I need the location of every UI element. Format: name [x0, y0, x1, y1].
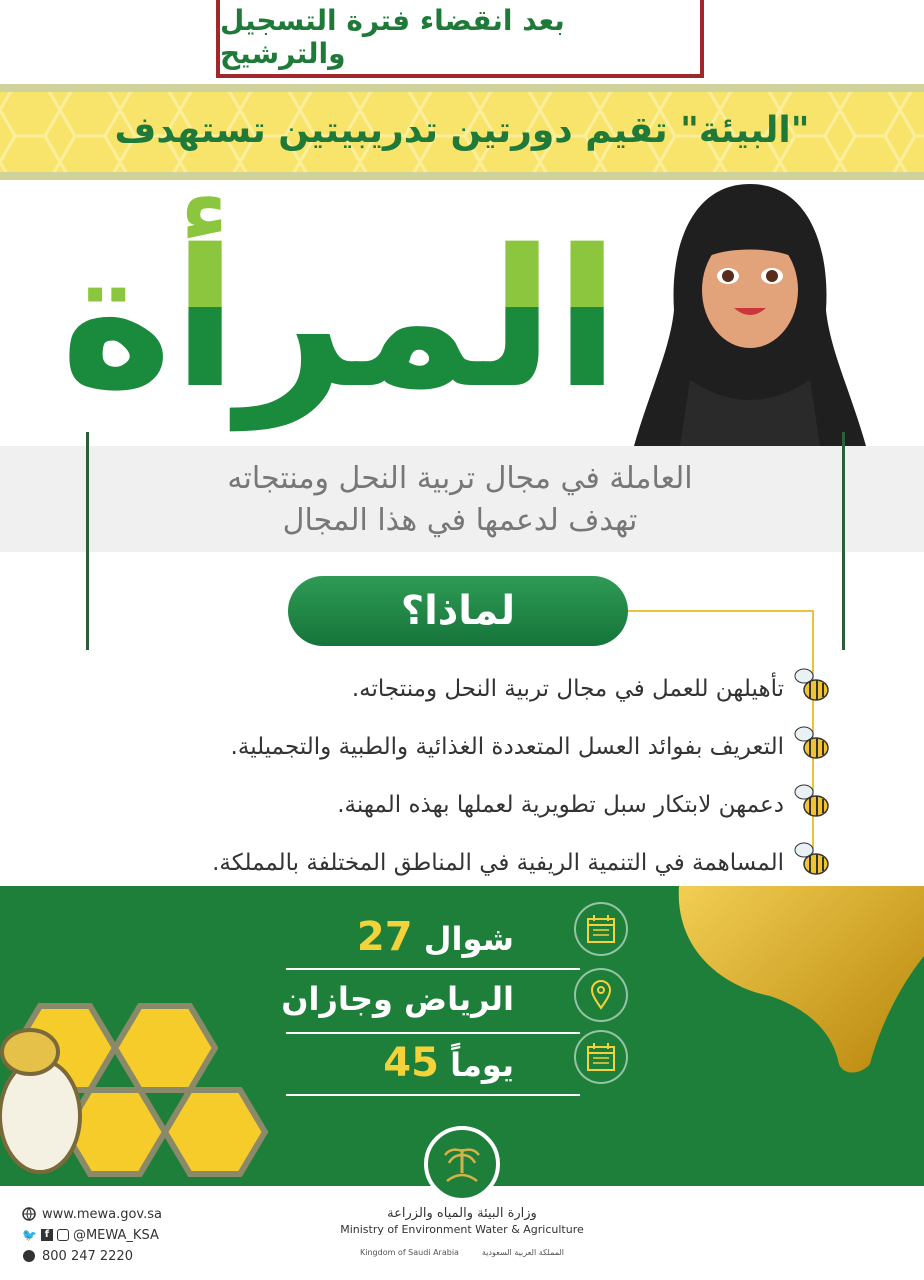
whatsapp-icon — [22, 1249, 36, 1263]
reason-item-1: تأهيلهن للعمل في مجال تربية النحل ومنتجاته. — [351, 676, 784, 702]
reason-item-3: دعمهن لابتكار سبل تطويرية لعملها بهذه المهنة. — [337, 792, 784, 818]
contact-info — [22, 1204, 202, 1266]
right-rule — [842, 432, 845, 650]
duration-number: 45 — [383, 1040, 439, 1086]
duration-word: يوماً — [450, 1046, 514, 1084]
registration-notice — [216, 0, 704, 78]
palm-swords-emblem — [424, 1126, 500, 1202]
ministry-name-en: Ministry of Environment Water & Agriculture — [340, 1223, 584, 1236]
phone-row — [22, 1246, 202, 1266]
reason-item-4: المساهمة في التنمية الريفية في المناطق المختلفة بالمملكة. — [212, 850, 784, 876]
bee-icon — [792, 782, 834, 822]
bee-icon — [792, 840, 834, 880]
subtitle — [120, 458, 800, 542]
location-pin-icon — [574, 968, 628, 1022]
subtitle-line-1: العاملة في مجال تربية النحل ومنتجاته — [227, 461, 693, 496]
calendar-icon — [574, 902, 628, 956]
big-title: المرأة — [60, 190, 620, 450]
banner-text: "البيئة" تقيم دورتين تدريبيتين تستهدف — [114, 110, 810, 151]
honey-drip-illustration — [660, 886, 924, 1076]
phone-number[interactable]: 800 247 2220 — [42, 1248, 133, 1264]
date-underline — [286, 968, 580, 970]
honeycomb-illustration — [0, 976, 280, 1186]
ministry-name — [330, 1206, 594, 1257]
kingdom-line — [330, 1248, 594, 1257]
left-rule — [86, 432, 89, 650]
why-heading: لماذا؟ — [288, 576, 628, 646]
calendar-icon — [574, 1030, 628, 1084]
notice-text: بعد انقضاء فترة التسجيل والترشيح — [220, 4, 565, 70]
website-link[interactable]: www.mewa.gov.sa — [42, 1206, 162, 1222]
facebook-icon[interactable]: f — [41, 1229, 53, 1241]
reason-item-2: التعريف بفوائد العسل المتعددة الغذائية والطبية والتجميلية. — [230, 734, 784, 760]
connector-line — [628, 610, 814, 612]
kingdom-ar: المملكة العربية السعودية — [481, 1248, 564, 1257]
duration-info — [383, 1040, 514, 1086]
subtitle-line-2: تهدف لدعمها في هذا المجال — [282, 503, 638, 538]
instagram-icon[interactable] — [57, 1229, 69, 1241]
social-handle[interactable]: @MEWA_KSA — [72, 1227, 159, 1243]
location-underline — [286, 1032, 580, 1034]
twitter-icon[interactable]: 🐦 — [22, 1228, 37, 1242]
ministry-name-ar: وزارة البيئة والمياه والزراعة — [387, 1206, 537, 1221]
date-number: 27 — [356, 914, 413, 960]
website-row — [22, 1204, 202, 1224]
globe-icon — [22, 1207, 36, 1221]
kingdom-en: Kingdom of Saudi Arabia — [360, 1248, 459, 1257]
bee-icon — [792, 724, 834, 764]
date-info — [357, 914, 514, 960]
social-row — [22, 1224, 202, 1246]
location-info: الرياض وجازان — [281, 980, 514, 1018]
headline-banner — [0, 84, 924, 180]
woman-illustration — [630, 180, 870, 446]
date-word: شوال — [423, 920, 514, 958]
bee-icon — [792, 666, 834, 706]
duration-underline — [286, 1094, 580, 1096]
